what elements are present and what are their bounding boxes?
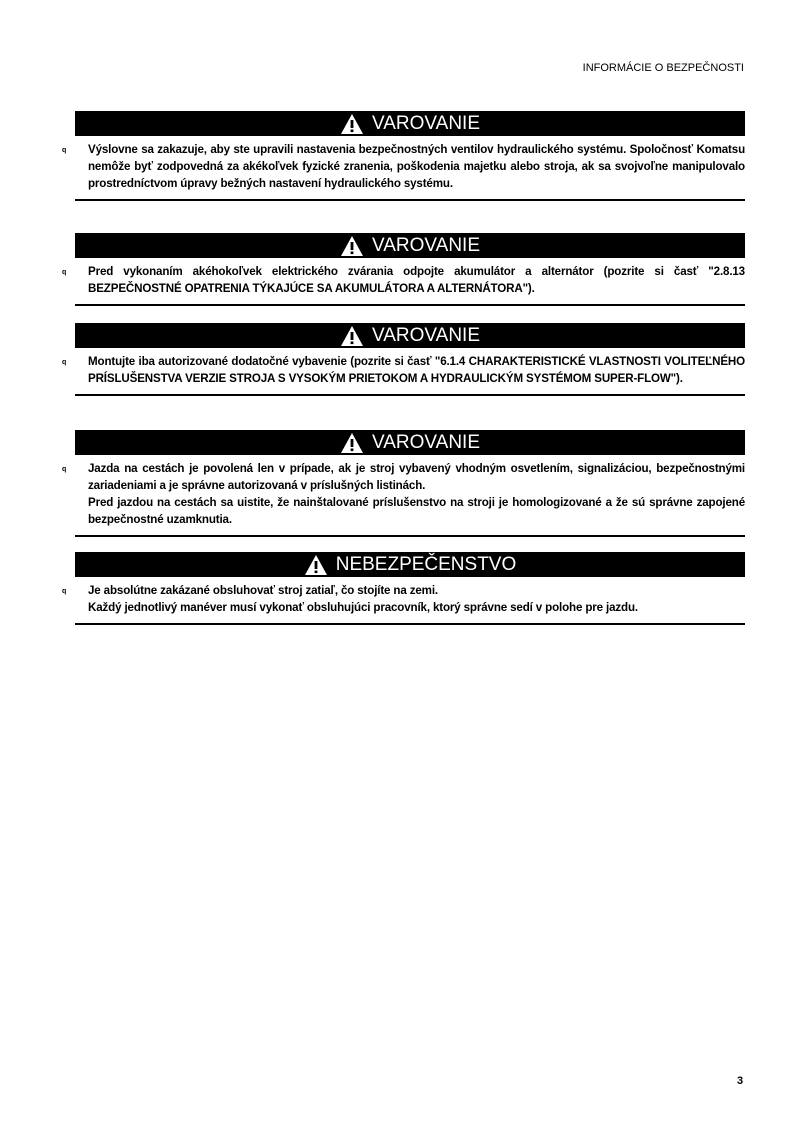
- warning-triangle-icon: [340, 432, 372, 454]
- bullet-icon: q: [62, 588, 67, 595]
- danger-notice: [62, 552, 745, 625]
- notice-text: Pred vykonaním akéhokoľvek elektrického zvárania odpojte akumulátor a alternátor (pozrite si časť "2.8.13 BEZPEČNOSTNÉ OPATRENIA TÝKAJÚCE SA AKUMULÁTORA A ALTERNÁTORA").: [88, 265, 745, 295]
- notice-body: [62, 577, 745, 625]
- warning-notice: [62, 430, 745, 537]
- warning-notice: [62, 111, 745, 201]
- notice-header: [75, 233, 745, 258]
- warning-notice: [62, 233, 745, 306]
- notice-header: [75, 323, 745, 348]
- notice-label: VAROVANIE: [371, 431, 481, 453]
- notice-header: [75, 111, 745, 136]
- page-number: 3: [737, 1075, 744, 1087]
- notice-header: [75, 430, 745, 455]
- notice-text: Pred jazdou na cestách sa uistite, že nainštalované príslušenstvo na stroji je homologizované a že sú správne zapojené bezpečnostné uzamknutia.: [88, 496, 745, 526]
- notice-label: NEBEZPEČENSTVO: [335, 553, 517, 575]
- notice-text: Je absolútne zakázané obsluhovať stroj zatiaľ, čo stojíte na zemi.: [88, 584, 438, 597]
- warning-triangle-icon: [340, 325, 372, 347]
- warning-triangle-icon: [304, 554, 336, 576]
- notice-text: Výslovne sa zakazuje, aby ste upravili nastavenia bezpečnostných ventilov hydraulického systému. Spoločnosť Komatsu nemôže byť zodpovedná za akékoľvek fyzické zranenia, poškodenia majetku alebo stroja, ak sa svojvoľne manipulovalo prostredníctvom úpravy bežných nastavení hydraulického systému.: [88, 143, 745, 190]
- warning-notice: [62, 323, 745, 396]
- bullet-icon: q: [62, 269, 67, 276]
- notice-label: VAROVANIE: [371, 324, 481, 346]
- bullet-icon: q: [62, 147, 67, 154]
- notice-label: VAROVANIE: [371, 234, 481, 256]
- notice-body: [62, 348, 745, 396]
- warning-triangle-icon: [340, 235, 372, 257]
- bullet-icon: q: [62, 466, 67, 473]
- running-header: INFORMÁCIE O BEZPEČNOSTI: [582, 62, 744, 74]
- notice-label: VAROVANIE: [371, 112, 481, 134]
- notice-text: Jazda na cestách je povolená len v prípade, ak je stroj vybavený vhodným osvetlením, signalizáciou, bezpečnostnými zariadeniami a je správne autorizovaná v príslušných listinách.: [88, 462, 745, 492]
- bullet-icon: q: [62, 359, 67, 366]
- warning-triangle-icon: [340, 113, 372, 135]
- notice-body: [62, 258, 745, 306]
- notice-body: [62, 455, 745, 537]
- notice-header: [75, 552, 745, 577]
- notice-text: Každý jednotlivý manéver musí vykonať obsluhujúci pracovník, ktorý správne sedí v polohe pre jazdu.: [88, 601, 638, 614]
- notice-text: Montujte iba autorizované dodatočné vybavenie (pozrite si časť "6.1.4 CHARAKTERISTICKÉ VLASTNOSTI VOLITEĽNÉHO PRÍSLUŠENSTVA VERZIE STROJA S VYSOKÝM PRIETOKOM A HYDRAULICKÝM SYSTÉMOM SUPER-FLOW").: [88, 355, 745, 385]
- notice-body: [62, 136, 745, 201]
